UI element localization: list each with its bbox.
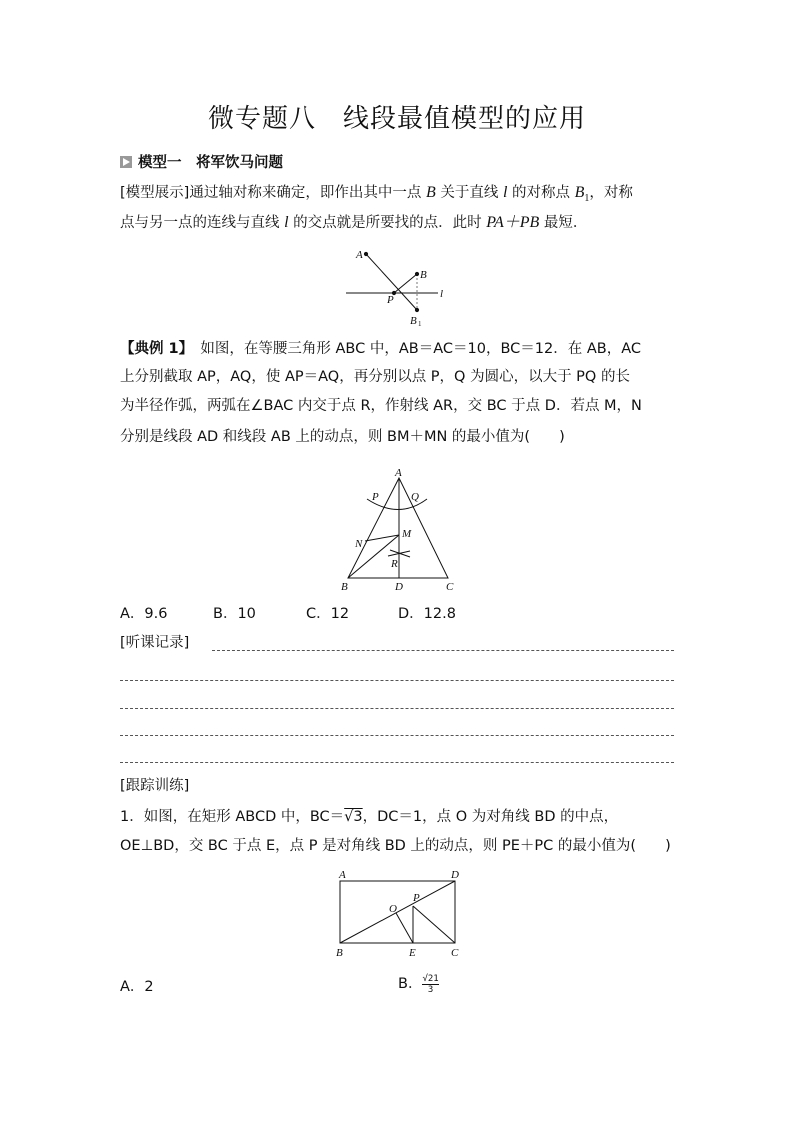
notes-line[interactable]: [120, 680, 674, 681]
label-P: P: [387, 294, 394, 306]
label-Q: Q: [411, 491, 419, 503]
math: B: [425, 184, 436, 201]
label-A: A: [395, 467, 402, 479]
model-tag: [模型展示]: [120, 185, 190, 201]
label-C: C: [451, 947, 459, 959]
math: PA＋PB: [486, 214, 540, 231]
option-label: B．: [398, 976, 423, 992]
section-label: 模型一: [138, 155, 182, 171]
text: ，对称: [589, 185, 633, 201]
label-P: P: [372, 491, 379, 503]
notes-line[interactable]: [212, 650, 674, 651]
math: l: [284, 214, 289, 231]
notes-line[interactable]: [120, 735, 674, 736]
label-D: D: [451, 869, 459, 881]
example1-line-2: 上分别截取 AP，AQ，使 AP＝AQ，再分别以点 P，Q 为圆心，以大于 PQ 的长: [120, 369, 630, 385]
label-O: O: [389, 903, 397, 915]
example1-line-4: 分别是线段 AD 和线段 AB 上的动点，则 BM＋MN 的最小值为( ): [120, 429, 565, 445]
math: B: [574, 184, 585, 201]
q1-option-b[interactable]: [398, 972, 439, 995]
label-B: B: [336, 947, 343, 959]
text: 最短．: [539, 215, 588, 231]
label-B: B: [341, 581, 348, 593]
label-B1-sub: 1: [418, 320, 422, 328]
section-name: 将军饮马问题: [196, 155, 283, 171]
text: 的交点就是所要找的点．此时: [288, 215, 487, 231]
practice-label: [跟踪训练]: [120, 778, 190, 794]
figure-3: [336, 869, 459, 959]
option-c[interactable]: C．12: [306, 606, 350, 622]
label-A: A: [339, 869, 346, 881]
notes-label: [听课记录]: [120, 635, 190, 651]
label-A: A: [356, 249, 363, 261]
example-tag: 【典例 1】: [120, 341, 186, 357]
denominator: 3: [427, 984, 434, 995]
numerator: √21: [422, 973, 439, 984]
option-a[interactable]: A．9.6: [120, 606, 168, 622]
q1-option-a[interactable]: A．2: [120, 979, 154, 995]
q1-line-2: OE⊥BD，交 BC 于点 E，点 P 是对角线 BD 上的动点，则 PE＋PC 的最小值为( ): [120, 838, 671, 854]
option-b[interactable]: B．10: [213, 606, 256, 622]
text: 的对称点: [507, 185, 575, 201]
notes-line[interactable]: [120, 762, 674, 763]
text: 如图，在等腰三角形 ABC 中，AB＝AC＝10，BC＝12．在 AB，AC: [185, 341, 641, 357]
label-B: B: [420, 269, 427, 281]
label-B1: B: [410, 315, 417, 327]
text: 1．如图，在矩形 ABCD 中，BC＝: [120, 809, 345, 825]
page-title: 微专题八 线段最值模型的应用: [207, 104, 586, 134]
label-C: C: [446, 581, 454, 593]
text: 关于直线: [435, 185, 503, 201]
label-E: E: [409, 947, 416, 959]
example1-line-3: 为半径作弧，两弧在∠BAC 内交于点 R，作射线 AR，交 BC 于点 D．若点 M，N: [120, 398, 642, 414]
text: 点与另一点的连线与直线: [120, 215, 285, 231]
subscript: 1: [584, 192, 590, 204]
label-R: R: [391, 558, 398, 570]
label-M: M: [402, 528, 412, 540]
sqrt-3: √3: [344, 809, 363, 825]
label-D: D: [395, 581, 403, 593]
label-l: l: [440, 288, 444, 300]
label-N: N: [355, 538, 363, 550]
text: ，DC＝1，点 O 为对角线 BD 的中点，: [362, 809, 619, 825]
label-P: P: [413, 892, 420, 904]
example1-line-1: [120, 339, 641, 359]
text: 通过轴对称来确定，即作出其中一点: [189, 185, 426, 201]
math: l: [502, 184, 508, 201]
notes-line[interactable]: [120, 708, 674, 709]
figure-2: [341, 467, 454, 593]
option-d[interactable]: D．12.8: [398, 606, 456, 622]
q1-line-1: [120, 807, 618, 827]
figure-1: [346, 249, 443, 328]
fraction: [422, 974, 438, 995]
